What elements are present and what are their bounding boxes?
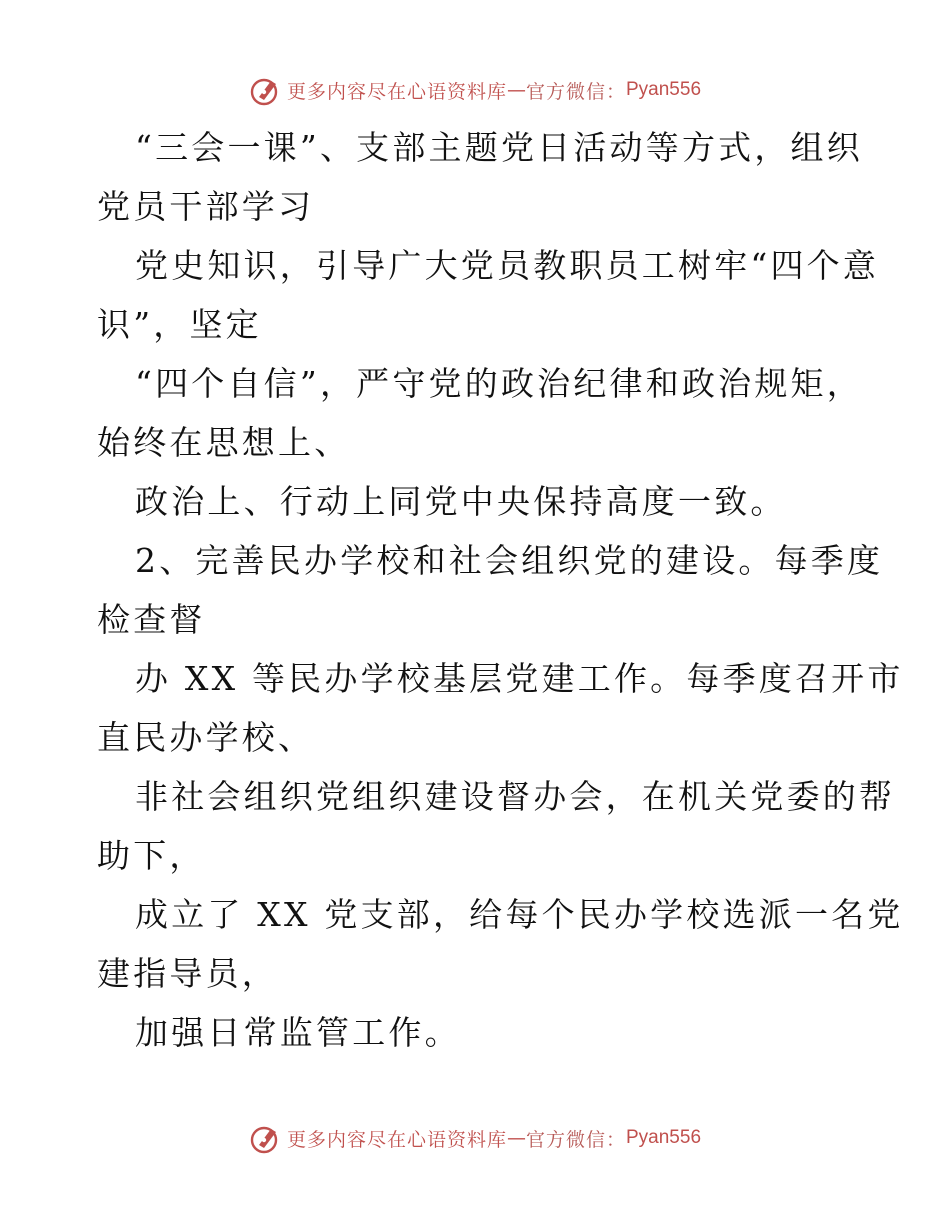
pen-nib-circle-icon bbox=[249, 73, 283, 107]
watermark-main-text: 更多内容尽在心语资料库 bbox=[286, 80, 507, 103]
watermark-main-text: 更多内容尽在心语资料库 bbox=[286, 1128, 507, 1151]
text-line: 助下， bbox=[97, 836, 206, 875]
text-line: 政治上、行动上同党中央保持高度一致。 bbox=[135, 482, 787, 521]
watermark-wechat-id: Pyan556 bbox=[626, 1127, 702, 1148]
watermark-sub-text: 官方微信： bbox=[525, 1128, 626, 1151]
text-line: 始终在思想上、 bbox=[97, 423, 351, 462]
text-line: 加强日常监管工作。 bbox=[135, 1013, 461, 1052]
watermark-wechat-id: Pyan556 bbox=[626, 79, 702, 100]
text-line: 成立了 XX 党支部，给每个民办学校选派一名党 bbox=[135, 895, 904, 934]
text-line: “三会一课”、支部主题党日活动等方式，组织 bbox=[135, 128, 863, 167]
text-line: 非社会组织党组织建设督办会，在机关党委的帮 bbox=[135, 777, 896, 816]
watermark-dash: — bbox=[506, 79, 526, 101]
pen-nib-circle-icon bbox=[249, 1121, 283, 1155]
watermark-dash: — bbox=[506, 1127, 526, 1149]
text-line: 直民办学校、 bbox=[97, 718, 315, 757]
watermark-sub-text: 官方微信： bbox=[525, 80, 626, 103]
header-watermark bbox=[0, 70, 950, 110]
footer-watermark bbox=[0, 1118, 950, 1158]
text-line: 识”，坚定 bbox=[97, 305, 262, 344]
document-body bbox=[97, 118, 904, 1062]
text-line: 检查督 bbox=[97, 600, 206, 639]
text-line: 办 XX 等民办学校基层党建工作。每季度召开市 bbox=[135, 659, 904, 698]
text-line: 党史知识，引导广大党员教职员工树牢“四个意 bbox=[135, 246, 880, 285]
text-line: 建指导员， bbox=[97, 954, 278, 993]
text-line: 党员干部学习 bbox=[97, 187, 315, 226]
text-line: “四个自信”，严守党的政治纪律和政治规矩， bbox=[135, 364, 863, 403]
text-line: 2、完善民办学校和社会组织党的建设。每季度 bbox=[135, 541, 884, 580]
